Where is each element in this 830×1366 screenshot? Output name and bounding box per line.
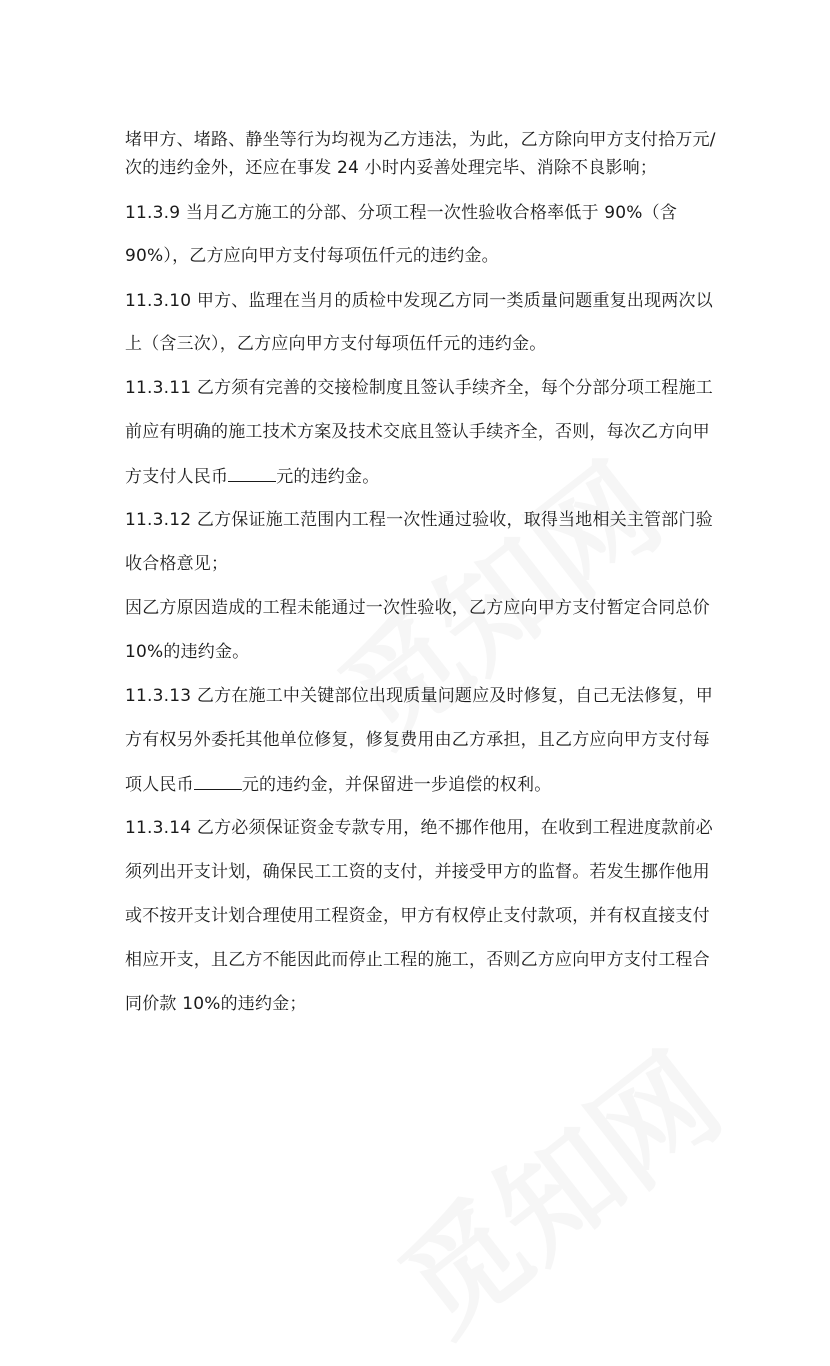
text-after-blank: 元的违约金。	[276, 467, 380, 487]
text-line: 方有权另外委托其他单位修复，修复费用由乙方承担，且乙方应向甲方支付每	[125, 730, 710, 750]
clause-11-3-12: 11.3.12 乙方保证施工范围内工程一次性通过验收，取得当地相关主管部门验	[125, 510, 713, 530]
text-line: 或不按开支计划合理使用工程资金，甲方有权停止支付款项，并有权直接支付	[125, 906, 710, 926]
text-line: 10%的违约金。	[125, 642, 250, 662]
text-after-blank: 元的违约金，并保留进一步追偿的权利。	[241, 775, 552, 795]
text-line: 前应有明确的施工技术方案及技术交底且签认手续齐全，否则，每次乙方向甲	[125, 422, 710, 442]
text-line: 收合格意见；	[125, 554, 229, 574]
clause-11-3-9: 11.3.9 当月乙方施工的分部、分项工程一次性验收合格率低于 90%（含	[125, 203, 678, 223]
clause-11-3-14: 11.3.14 乙方必须保证资金专款专用，绝不挪作他用，在收到工程进度款前必	[125, 818, 713, 838]
text-line: 次的违约金外，还应在事发 24 小时内妥善处理完毕、消除不良影响；	[125, 158, 658, 178]
clause-11-3-10: 11.3.10 甲方、监理在当月的质检中发现乙方同一类质量问题重复出现两次以	[125, 291, 713, 311]
text-line: 因乙方原因造成的工程未能通过一次性验收，乙方应向甲方支付暂定合同总价	[125, 598, 710, 618]
fill-in-blank	[228, 465, 276, 482]
text-line: 相应开支，且乙方不能因此而停止工程的施工，否则乙方应向甲方支付工程合	[125, 950, 710, 970]
text-line: 须列出开支计划，确保民工工资的支付，并接受甲方的监督。若发生挪作他用	[125, 862, 710, 882]
text-line-with-blank	[125, 465, 379, 488]
text-line: 同价款 10%的违约金；	[125, 994, 307, 1014]
text-line-with-blank	[125, 773, 551, 796]
watermark	[360, 1008, 750, 1365]
text-line: 90%），乙方应向甲方支付每项伍仟元的违约金。	[125, 246, 499, 266]
text-before-blank: 项人民币	[125, 775, 194, 795]
clause-11-3-11: 11.3.11 乙方须有完善的交接检制度且签认手续齐全，每个分部分项工程施工	[125, 378, 713, 398]
text-line: 堵甲方、堵路、静坐等行为均视为乙方违法，为此，乙方除向甲方支付拾万元/	[125, 130, 716, 150]
text-line: 上（含三次），乙方应向甲方支付每项伍仟元的违约金。	[125, 334, 547, 354]
fill-in-blank	[194, 773, 242, 790]
text-before-blank: 方支付人民币	[125, 467, 229, 487]
clause-11-3-13: 11.3.13 乙方在施工中关键部位出现质量问题应及时修复，自己无法修复，甲	[125, 686, 713, 706]
